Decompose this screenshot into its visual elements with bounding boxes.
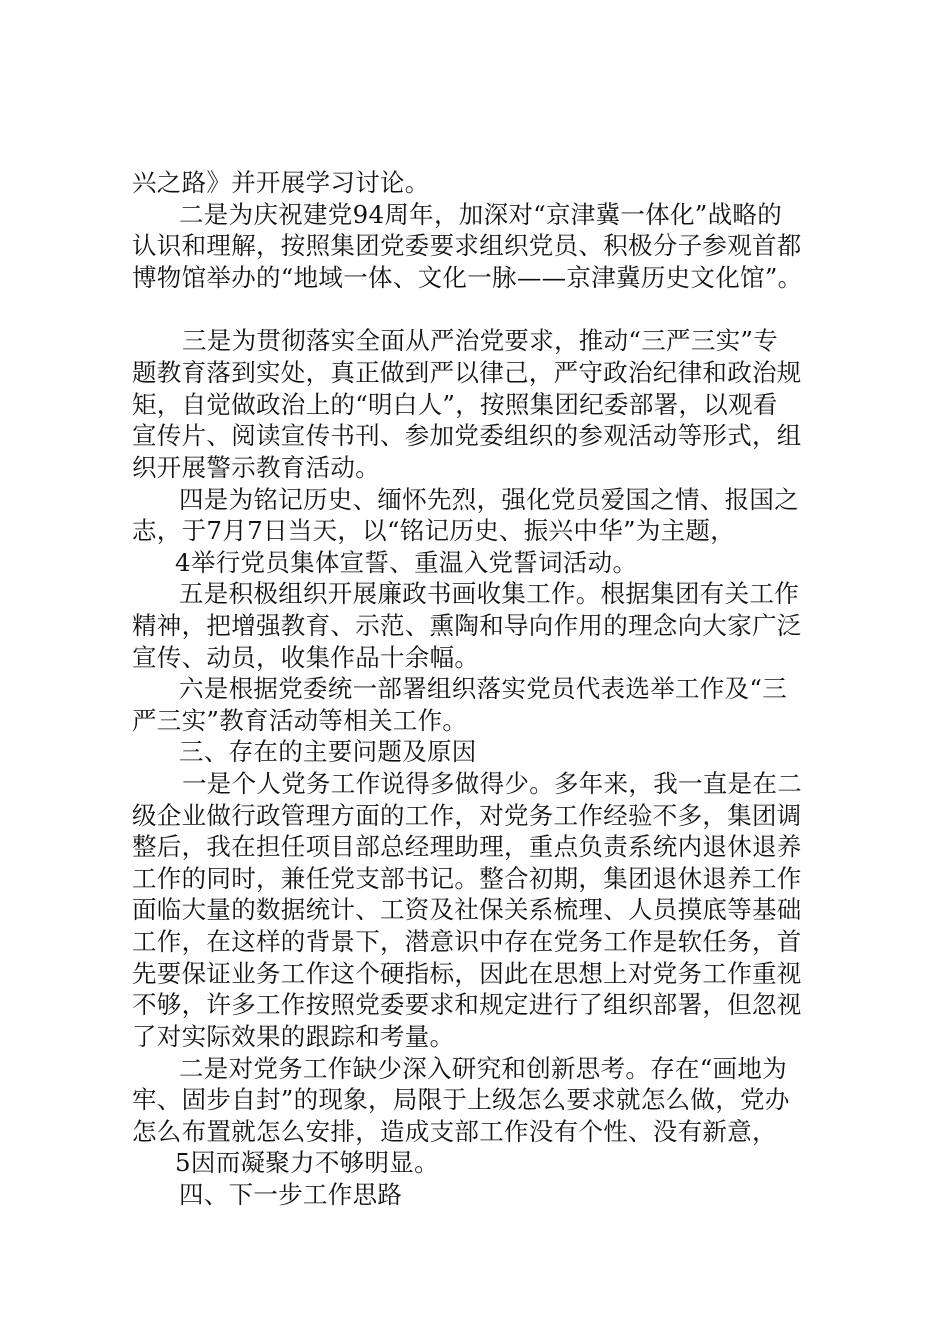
text-line: 牢、固步自封”的现象，局限于上级怎么要求就怎么做，党办: [132, 1085, 790, 1114]
paragraph-line: 三是为贯彻落实全面从严治党要求，推动“三严三实”专: [182, 326, 779, 355]
section-heading: 三、存在的主要问题及原因: [179, 737, 477, 766]
paragraph-line: 二是对党务工作缺少深入研究和创新思考。存在“画地为: [179, 1054, 788, 1083]
text-line: 了对实际效果的跟踪和考量。: [132, 1022, 455, 1051]
paragraph-line: 一是个人党务工作说得多做得少。多年来，我一直是在二: [182, 769, 802, 798]
text-line: 志，于7月7日当天，以“铭记历史、振兴中华”为主题，: [132, 516, 736, 545]
text-line: 整后，我在担任项目部总经理助理，重点负责系统内退休退养: [132, 832, 802, 861]
text-line: 博物馆举办的“地域一体、文化一脉——京津冀历史文化馆”。: [132, 263, 803, 292]
text-line: 认识和理解，按照集团党委要求组织党员、积极分子参观首都: [132, 231, 802, 260]
text-line: 面临大量的数据统计、工资及社保关系梳理、人员摸底等基础: [132, 895, 802, 924]
text-line: 工作，在这样的背景下，潜意识中存在党务工作是软任务，首: [132, 927, 802, 956]
paragraph-line: 五是积极组织开展廉政书画收集工作。根据集团有关工作: [179, 579, 799, 608]
paragraph-line: 六是根据党委统一部署组织落实党员代表选举工作及“三: [179, 674, 788, 703]
text-line: 严三实”教育活动等相关工作。: [132, 706, 468, 735]
text-line: 宣传片、阅读宣传书刊、参加党委组织的参观活动等形式，组: [132, 421, 802, 450]
text-line: 工作的同时，兼任党支部书记。整合初期，集团退休退养工作: [132, 864, 802, 893]
text-line: 精神，把增强教育、示范、熏陶和导向作用的理念向大家广泛: [132, 611, 802, 640]
text-line: 矩，自觉做政治上的“明白人”，按照集团纪委部署，以观看: [132, 390, 778, 419]
text-line: 级企业做行政管理方面的工作，对党务工作经验不多，集团调: [132, 801, 802, 830]
text-line: 兴之路》并开展学习讨论。: [132, 168, 430, 197]
text-line: 4举行党员集体宣誓、重温入党誓词活动。: [175, 548, 638, 577]
text-line: 先要保证业务工作这个硬指标，因此在思想上对党务工作重视: [132, 959, 802, 988]
paragraph-line: 四是为铭记历史、缅怀先烈，强化党员爱国之情、报国之: [179, 485, 799, 514]
text-line: 宣传、动员，收集作品十余幅。: [132, 643, 480, 672]
text-line: 5因而凝聚力不够明显。: [175, 1148, 439, 1177]
text-line: 织开展警示教育活动。: [132, 453, 380, 482]
text-line: 不够，许多工作按照党委要求和规定进行了组织部署，但忽视: [132, 990, 802, 1019]
paragraph-line: 二是为庆祝建党94周年，加深对“京津冀一体化”战略的: [179, 200, 783, 229]
section-heading: 四、下一步工作思路: [179, 1180, 403, 1209]
text-line: 题教育落到实处，真正做到严以律己，严守政治纪律和政治规: [132, 358, 802, 387]
text-line: 怎么布置就怎么安排，造成支部工作没有个性、没有新意，: [132, 1117, 777, 1146]
